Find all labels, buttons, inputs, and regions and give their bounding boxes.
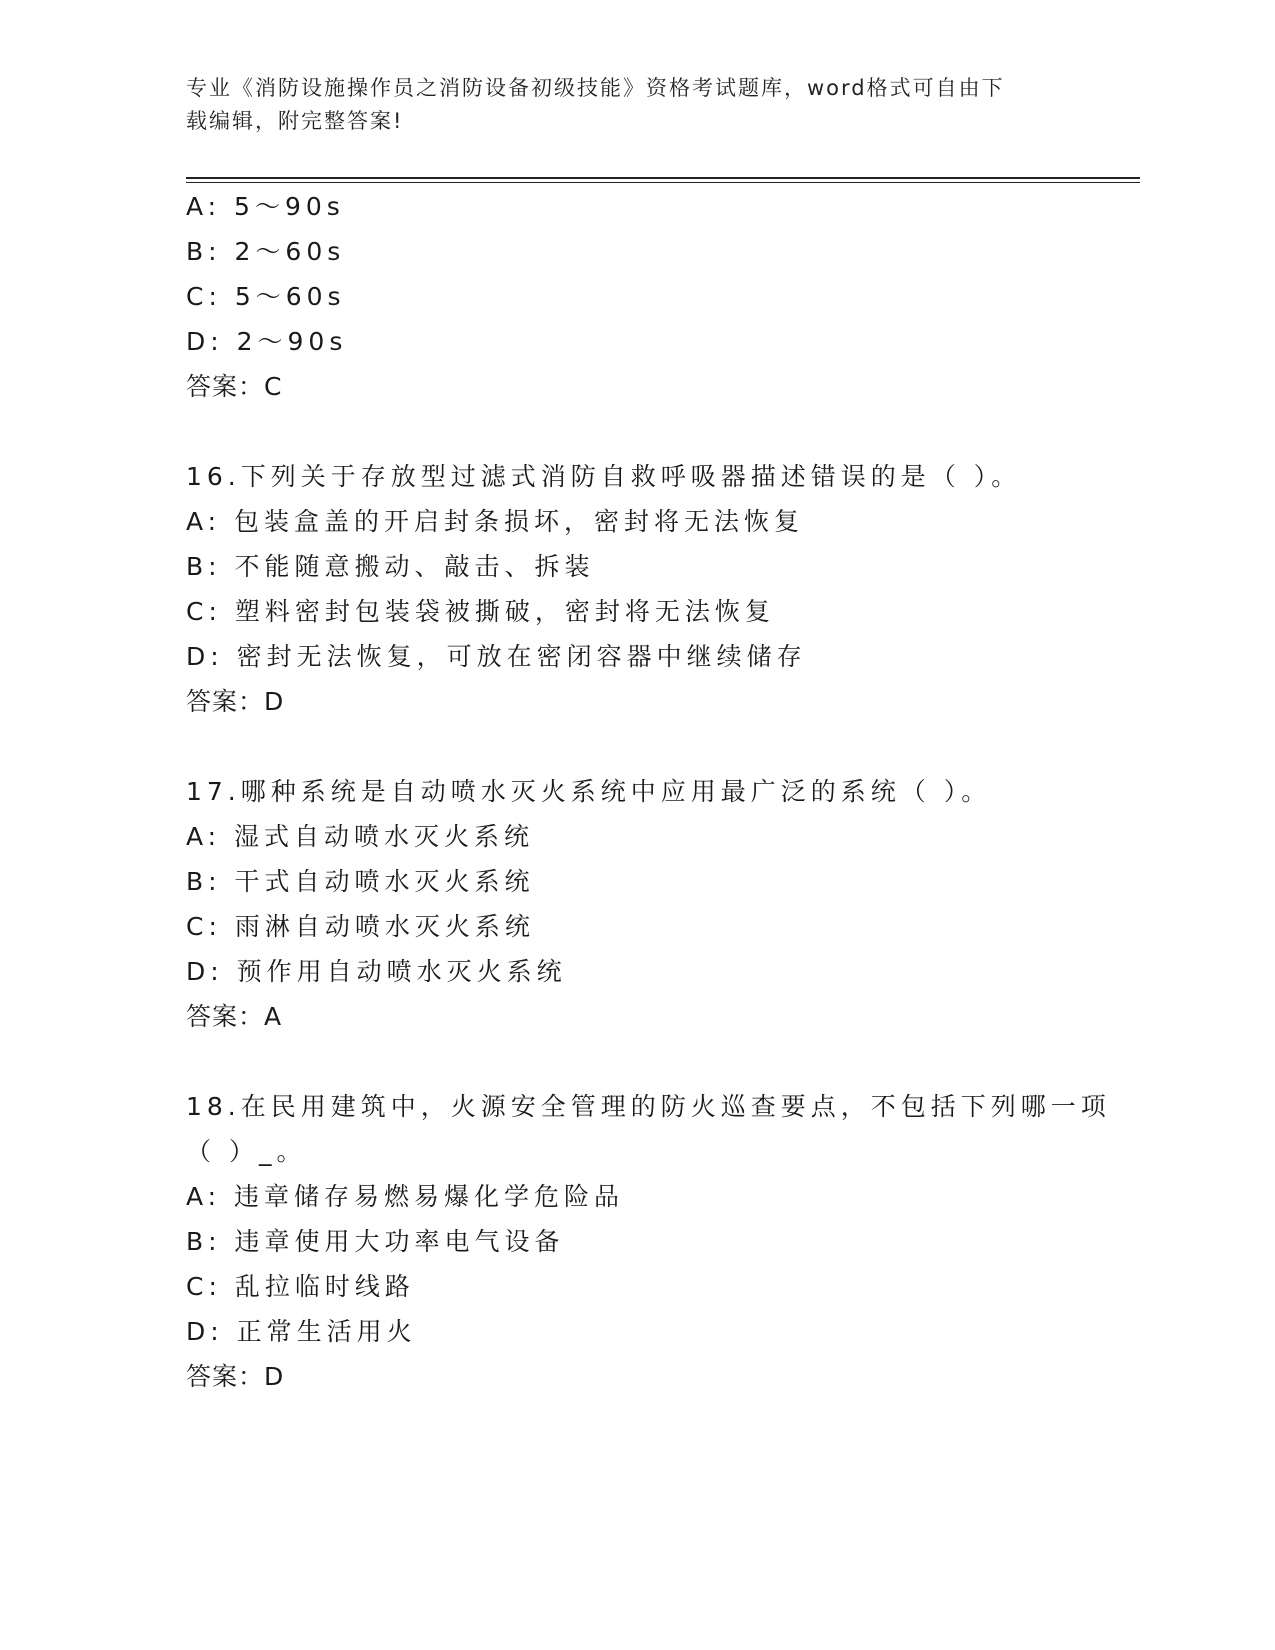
q16-option-d: D: 密封无法恢复，可放在密闭容器中继续储存	[186, 642, 807, 671]
q15-option-d: D: 2～90s	[186, 327, 348, 356]
header-line-2: 载编辑，附完整答案!	[186, 109, 404, 133]
document-header	[186, 72, 1066, 138]
header-divider-thin	[186, 182, 1140, 183]
q16-option-b: B: 不能随意搬动、敲击、拆装	[186, 552, 595, 581]
q15-option-a: A: 5～90s	[186, 192, 345, 221]
q18-stem-line-2: （ ）_。	[186, 1137, 307, 1166]
header-divider-thick	[186, 177, 1140, 179]
q18-option-c: C: 乱拉临时线路	[186, 1272, 415, 1301]
q16-answer: 答案：D	[186, 687, 285, 716]
q17-option-a: A: 湿式自动喷水灭火系统	[186, 822, 535, 851]
q15-option-b: B: 2～60s	[186, 237, 346, 266]
q18-stem-line-1: 18.在民用建筑中，火源安全管理的防火巡查要点，不包括下列哪一项	[186, 1092, 1111, 1121]
q18-option-d: D: 正常生活用火	[186, 1317, 417, 1346]
q16-option-a: A: 包装盒盖的开启封条损坏，密封将无法恢复	[186, 507, 805, 536]
q17-answer: 答案：A	[186, 1002, 283, 1031]
q15-answer: 答案：C	[186, 372, 283, 401]
q17-stem: 17.哪种系统是自动喷水灭火系统中应用最广泛的系统（ ）。	[186, 777, 992, 806]
q17-option-c: C: 雨淋自动喷水灭火系统	[186, 912, 535, 941]
header-line-1: 专业《消防设施操作员之消防设备初级技能》资格考试题库，word格式可自由下	[186, 76, 1005, 100]
q18-answer: 答案：D	[186, 1362, 285, 1391]
q16-stem: 16.下列关于存放型过滤式消防自救呼吸器描述错误的是（ ）。	[186, 462, 1022, 491]
q15-option-c: C: 5～60s	[186, 282, 346, 311]
q18-option-a: A: 违章储存易燃易爆化学危险品	[186, 1182, 625, 1211]
q16-option-c: C: 塑料密封包装袋被撕破，密封将无法恢复	[186, 597, 775, 626]
q17-option-d: D: 预作用自动喷水灭火系统	[186, 957, 567, 986]
q17-option-b: B: 干式自动喷水灭火系统	[186, 867, 535, 896]
q18-option-b: B: 违章使用大功率电气设备	[186, 1227, 565, 1256]
